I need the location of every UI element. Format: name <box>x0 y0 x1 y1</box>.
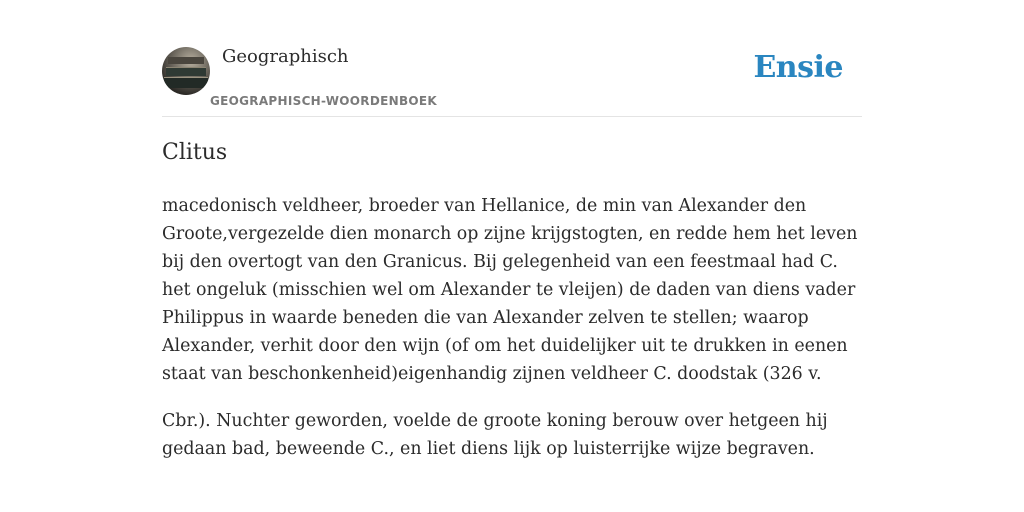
book-icon <box>166 67 206 76</box>
site-header <box>162 40 862 117</box>
book-icon <box>168 57 204 64</box>
entry-paragraph: macedonisch veldheer, broeder van Hellanice, de min van Alexander den Groote,vergezelde dien monarch op zijne krijgstogten, en redde hem het leven bij den overtogt van den Granicus. Bij gelegenheid van een feestmaal had C. het ongeluk (misschien wel om Alexander te vleijen) de daden van diens vader Philippus in waarde beneden die van Alexander zelven te stellen; waarop Alexander, verhit door den wijn (of om het duidelijker uit te drukken in eenen staat van beschonkenheid)eigenhandig zijnen veldheer C. doodstak (326 v. <box>162 196 858 384</box>
collection-name-link[interactable]: Geographisch <box>222 46 349 67</box>
entry-title: Clitus <box>162 140 228 165</box>
entry-paragraph: Cbr.). Nuchter geworden, voelde de groote koning berouw over hetgeen hij gedaan bad, beweende C., en liet diens lijk op luisterrijke wijze begraven. <box>162 411 828 459</box>
brand-logo[interactable]: Ensie <box>753 50 843 85</box>
collection-slug[interactable]: GEOGRAPHISCH-WOORDENBOEK <box>210 94 437 108</box>
book-icon <box>164 77 208 88</box>
entry-body <box>162 192 862 482</box>
collection-avatar[interactable] <box>162 47 210 95</box>
